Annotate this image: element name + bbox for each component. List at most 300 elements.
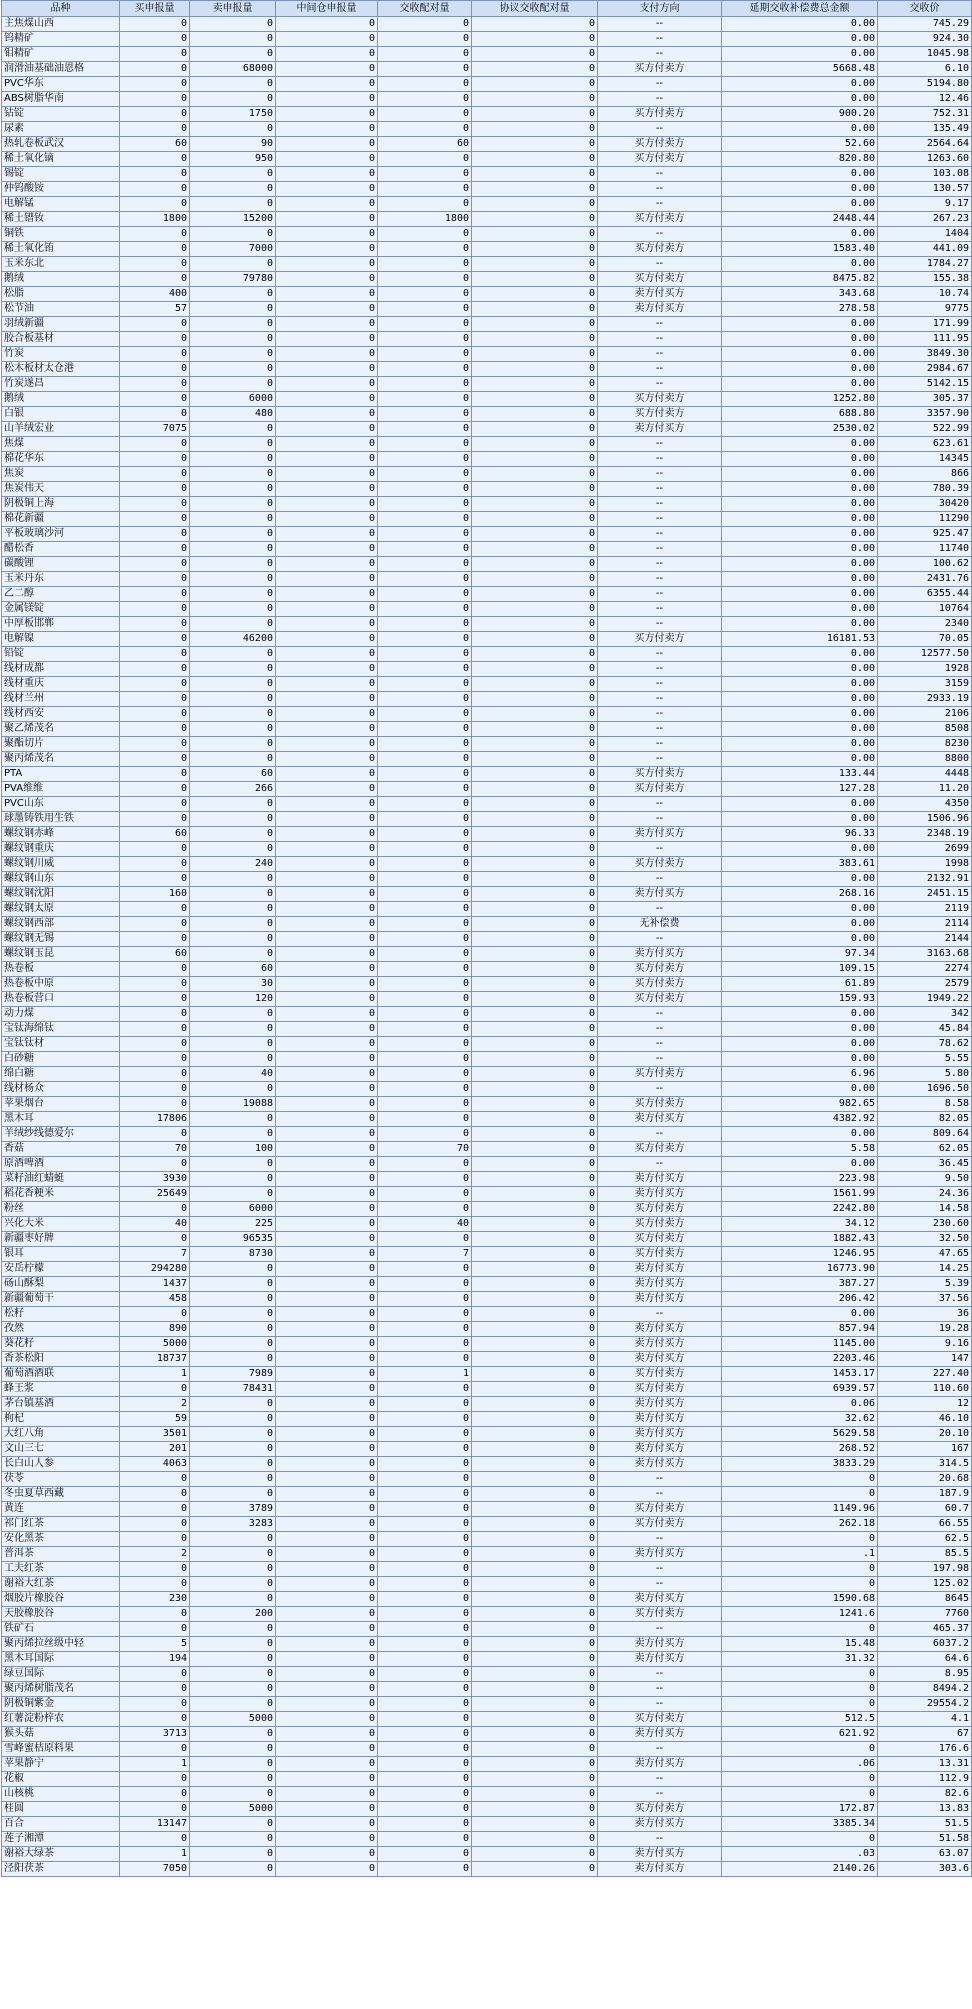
cell-variety: 螺纹钢川威 [2, 857, 120, 872]
cell-delivery-price: 64.6 [878, 1652, 972, 1667]
cell-variety: 螺纹钢太原 [2, 902, 120, 917]
cell-sell-qty: 60 [190, 767, 276, 782]
cell-variety: 花椒 [2, 1772, 120, 1787]
cell-delivery-price: 11290 [878, 512, 972, 527]
cell-variety: 谢裕大绿茶 [2, 1847, 120, 1862]
cell-mid-qty: 0 [276, 62, 378, 77]
header-buy-qty: 买申报量 [120, 1, 190, 17]
cell-buy-qty: 0 [120, 1667, 190, 1682]
cell-compensation: 0.00 [722, 1022, 878, 1037]
cell-variety: 普洱茶 [2, 1547, 120, 1562]
cell-buy-qty: 0 [120, 1067, 190, 1082]
cell-compensation: 1590.68 [722, 1592, 878, 1607]
cell-sell-qty: 950 [190, 152, 276, 167]
cell-delivery-price: 8230 [878, 737, 972, 752]
cell-buy-qty: 0 [120, 1697, 190, 1712]
table-body [2, 17, 972, 1877]
cell-compensation: 0.00 [722, 92, 878, 107]
cell-sell-qty: 100 [190, 1142, 276, 1157]
cell-sell-qty: 0 [190, 437, 276, 452]
cell-matched-qty: 0 [378, 812, 472, 827]
cell-matched-qty: 0 [378, 1577, 472, 1592]
cell-compensation: 32.62 [722, 1412, 878, 1427]
cell-buy-qty: 0 [120, 527, 190, 542]
cell-compensation: 0.00 [722, 182, 878, 197]
cell-matched-qty: 0 [378, 1262, 472, 1277]
cell-variety: 长白山人参 [2, 1457, 120, 1472]
cell-compensation: 0 [722, 1472, 878, 1487]
cell-buy-qty: 0 [120, 932, 190, 947]
table-row [2, 1022, 972, 1037]
cell-matched-qty: 70 [378, 1142, 472, 1157]
cell-pay-direction: -- [598, 1052, 722, 1067]
cell-mid-qty: 0 [276, 347, 378, 362]
cell-mid-qty: 0 [276, 287, 378, 302]
cell-agreement-qty: 0 [472, 977, 598, 992]
cell-compensation: 0.00 [722, 512, 878, 527]
cell-matched-qty: 0 [378, 1127, 472, 1142]
cell-pay-direction: -- [598, 722, 722, 737]
cell-pay-direction: 卖方付买方 [598, 1757, 722, 1772]
cell-matched-qty: 0 [378, 1742, 472, 1757]
cell-variety: 铁矿石 [2, 1622, 120, 1637]
cell-sell-qty: 90 [190, 137, 276, 152]
cell-pay-direction: 卖方付买方 [598, 1862, 722, 1877]
cell-mid-qty: 0 [276, 1172, 378, 1187]
cell-mid-qty: 0 [276, 527, 378, 542]
table-row [2, 1397, 972, 1412]
cell-mid-qty: 0 [276, 182, 378, 197]
cell-delivery-price: 46.10 [878, 1412, 972, 1427]
cell-variety: 安岳柠檬 [2, 1262, 120, 1277]
cell-sell-qty: 0 [190, 1832, 276, 1847]
cell-variety: PVC华东 [2, 77, 120, 92]
cell-compensation: 0 [722, 1667, 878, 1682]
table-row [2, 677, 972, 692]
cell-mid-qty: 0 [276, 782, 378, 797]
cell-delivery-price: 3849.30 [878, 347, 972, 362]
cell-compensation: 0.00 [722, 32, 878, 47]
cell-pay-direction: 卖方付买方 [598, 1442, 722, 1457]
cell-agreement-qty: 0 [472, 1457, 598, 1472]
cell-sell-qty: 0 [190, 797, 276, 812]
cell-matched-qty: 0 [378, 737, 472, 752]
table-row [2, 797, 972, 812]
cell-delivery-price: 47.65 [878, 1247, 972, 1262]
cell-delivery-price: 1998 [878, 857, 972, 872]
cell-matched-qty: 0 [378, 1277, 472, 1292]
cell-buy-qty: 294280 [120, 1262, 190, 1277]
cell-buy-qty: 0 [120, 77, 190, 92]
table-row [2, 1427, 972, 1442]
cell-mid-qty: 0 [276, 497, 378, 512]
cell-mid-qty: 0 [276, 1622, 378, 1637]
cell-buy-qty: 0 [120, 32, 190, 47]
cell-agreement-qty: 0 [472, 1067, 598, 1082]
cell-variety: 钴锭 [2, 107, 120, 122]
cell-matched-qty: 0 [378, 272, 472, 287]
cell-pay-direction: -- [598, 602, 722, 617]
cell-agreement-qty: 0 [472, 647, 598, 662]
cell-buy-qty: 0 [120, 557, 190, 572]
cell-agreement-qty: 0 [472, 1262, 598, 1277]
cell-agreement-qty: 0 [472, 917, 598, 932]
cell-sell-qty: 0 [190, 1652, 276, 1667]
cell-mid-qty: 0 [276, 752, 378, 767]
cell-agreement-qty: 0 [472, 377, 598, 392]
cell-sell-qty: 266 [190, 782, 276, 797]
cell-buy-qty: 458 [120, 1292, 190, 1307]
cell-variety: 线材杨众 [2, 1082, 120, 1097]
cell-mid-qty: 0 [276, 1667, 378, 1682]
cell-variety: 仲钨酸铵 [2, 182, 120, 197]
cell-pay-direction: -- [598, 737, 722, 752]
cell-mid-qty: 0 [276, 1157, 378, 1172]
cell-sell-qty: 0 [190, 722, 276, 737]
table-header-row [2, 1, 972, 17]
cell-variety: 绿豆国际 [2, 1667, 120, 1682]
cell-compensation: 0.00 [722, 692, 878, 707]
cell-mid-qty: 0 [276, 1232, 378, 1247]
cell-agreement-qty: 0 [472, 1292, 598, 1307]
cell-matched-qty: 0 [378, 452, 472, 467]
cell-matched-qty: 0 [378, 1517, 472, 1532]
cell-matched-qty: 0 [378, 1502, 472, 1517]
cell-agreement-qty: 0 [472, 827, 598, 842]
cell-buy-qty: 3501 [120, 1427, 190, 1442]
cell-sell-qty: 15200 [190, 212, 276, 227]
cell-pay-direction: 卖方付买方 [598, 1322, 722, 1337]
cell-agreement-qty: 0 [472, 1022, 598, 1037]
cell-variety: PVC山东 [2, 797, 120, 812]
cell-agreement-qty: 0 [472, 227, 598, 242]
cell-buy-qty: 0 [120, 317, 190, 332]
cell-mid-qty: 0 [276, 1532, 378, 1547]
cell-buy-qty: 0 [120, 722, 190, 737]
cell-buy-qty: 0 [120, 617, 190, 632]
table-row [2, 1667, 972, 1682]
cell-agreement-qty: 0 [472, 932, 598, 947]
cell-mid-qty: 0 [276, 977, 378, 992]
cell-delivery-price: 51.58 [878, 1832, 972, 1847]
cell-buy-qty: 0 [120, 572, 190, 587]
cell-delivery-price: 522.99 [878, 422, 972, 437]
cell-compensation: 0.00 [722, 347, 878, 362]
cell-sell-qty: 225 [190, 1217, 276, 1232]
table-row [2, 1352, 972, 1367]
cell-agreement-qty: 0 [472, 1592, 598, 1607]
cell-mid-qty: 0 [276, 107, 378, 122]
cell-sell-qty: 0 [190, 1577, 276, 1592]
cell-matched-qty: 0 [378, 1337, 472, 1352]
cell-compensation: 0.00 [722, 932, 878, 947]
cell-pay-direction: 买方付卖方 [598, 962, 722, 977]
cell-delivery-price: 187.9 [878, 1487, 972, 1502]
cell-compensation: 0.00 [722, 437, 878, 452]
cell-variety: 苹果静宁 [2, 1757, 120, 1772]
cell-sell-qty: 0 [190, 182, 276, 197]
table-row [2, 32, 972, 47]
cell-buy-qty: 0 [120, 1502, 190, 1517]
cell-buy-qty: 0 [120, 1127, 190, 1142]
cell-delivery-price: 36 [878, 1307, 972, 1322]
cell-compensation: 2203.46 [722, 1352, 878, 1367]
cell-matched-qty: 0 [378, 962, 472, 977]
cell-agreement-qty: 0 [472, 1037, 598, 1052]
cell-sell-qty: 0 [190, 122, 276, 137]
cell-compensation: 16181.53 [722, 632, 878, 647]
cell-matched-qty: 0 [378, 602, 472, 617]
cell-compensation: 133.44 [722, 767, 878, 782]
cell-sell-qty: 0 [190, 47, 276, 62]
cell-buy-qty: 7050 [120, 1862, 190, 1877]
cell-compensation: 0.00 [722, 332, 878, 347]
cell-buy-qty: 0 [120, 1802, 190, 1817]
cell-buy-qty: 0 [120, 1562, 190, 1577]
cell-pay-direction: -- [598, 317, 722, 332]
cell-delivery-price: 3159 [878, 677, 972, 692]
cell-buy-qty: 1800 [120, 212, 190, 227]
cell-matched-qty: 0 [378, 1727, 472, 1742]
cell-variety: 中厚板邯郸 [2, 617, 120, 632]
cell-matched-qty: 1800 [378, 212, 472, 227]
cell-matched-qty: 0 [378, 512, 472, 527]
cell-compensation: 1246.95 [722, 1247, 878, 1262]
cell-compensation: 0.00 [722, 842, 878, 857]
cell-delivery-price: 2451.15 [878, 887, 972, 902]
cell-delivery-price: 1045.98 [878, 47, 972, 62]
table-row [2, 287, 972, 302]
cell-compensation: 34.12 [722, 1217, 878, 1232]
table-row [2, 1217, 972, 1232]
cell-sell-qty: 0 [190, 1847, 276, 1862]
cell-agreement-qty: 0 [472, 1217, 598, 1232]
cell-agreement-qty: 0 [472, 1397, 598, 1412]
cell-buy-qty: 0 [120, 1712, 190, 1727]
cell-agreement-qty: 0 [472, 1817, 598, 1832]
table-row [2, 902, 972, 917]
cell-variety: 冬虫夏草西藏 [2, 1487, 120, 1502]
cell-buy-qty: 1 [120, 1757, 190, 1772]
cell-agreement-qty: 0 [472, 1517, 598, 1532]
cell-mid-qty: 0 [276, 1757, 378, 1772]
cell-matched-qty: 0 [378, 467, 472, 482]
cell-agreement-qty: 0 [472, 1442, 598, 1457]
cell-compensation: 5668.48 [722, 62, 878, 77]
cell-delivery-price: 2564.64 [878, 137, 972, 152]
cell-mid-qty: 0 [276, 1022, 378, 1037]
cell-variety: 线材重庆 [2, 677, 120, 692]
cell-pay-direction: 买方付卖方 [598, 977, 722, 992]
table-row [2, 1142, 972, 1157]
table-row [2, 1592, 972, 1607]
cell-delivery-price: 110.60 [878, 1382, 972, 1397]
cell-compensation: 0 [722, 1562, 878, 1577]
cell-sell-qty: 30 [190, 977, 276, 992]
cell-matched-qty: 0 [378, 92, 472, 107]
cell-pay-direction: -- [598, 32, 722, 47]
header-delivery-price: 交收价 [878, 1, 972, 17]
cell-agreement-qty: 0 [472, 437, 598, 452]
cell-variety: PTA [2, 767, 120, 782]
table-row [2, 1772, 972, 1787]
cell-delivery-price: 752.31 [878, 107, 972, 122]
cell-compensation: 0.00 [722, 617, 878, 632]
cell-agreement-qty: 0 [472, 1757, 598, 1772]
cell-mid-qty: 0 [276, 887, 378, 902]
cell-variety: 莲子湘潭 [2, 1832, 120, 1847]
cell-pay-direction: -- [598, 647, 722, 662]
cell-pay-direction: -- [598, 1082, 722, 1097]
cell-matched-qty: 0 [378, 767, 472, 782]
cell-sell-qty: 0 [190, 482, 276, 497]
cell-matched-qty: 0 [378, 827, 472, 842]
cell-buy-qty: 0 [120, 1082, 190, 1097]
cell-matched-qty: 0 [378, 497, 472, 512]
cell-buy-qty: 1 [120, 1847, 190, 1862]
cell-variety: 黑木耳国际 [2, 1652, 120, 1667]
cell-agreement-qty: 0 [472, 272, 598, 287]
cell-delivery-price: 29554.2 [878, 1697, 972, 1712]
cell-agreement-qty: 0 [472, 512, 598, 527]
cell-matched-qty: 0 [378, 287, 472, 302]
cell-compensation: 278.58 [722, 302, 878, 317]
table-row [2, 1517, 972, 1532]
cell-delivery-price: 10.74 [878, 287, 972, 302]
cell-variety: 竹炭遂昌 [2, 377, 120, 392]
cell-compensation: 0.00 [722, 167, 878, 182]
cell-agreement-qty: 0 [472, 497, 598, 512]
cell-buy-qty: 0 [120, 1517, 190, 1532]
table-row [2, 962, 972, 977]
cell-compensation: 3385.34 [722, 1817, 878, 1832]
cell-variety: 白银 [2, 407, 120, 422]
cell-compensation: 0.00 [722, 797, 878, 812]
table-row [2, 662, 972, 677]
cell-sell-qty: 0 [190, 1307, 276, 1322]
cell-pay-direction: -- [598, 437, 722, 452]
cell-compensation: 0.00 [722, 362, 878, 377]
cell-pay-direction: 卖方付买方 [598, 422, 722, 437]
cell-agreement-qty: 0 [472, 332, 598, 347]
cell-delivery-price: 70.05 [878, 632, 972, 647]
cell-mid-qty: 0 [276, 572, 378, 587]
cell-compensation: 387.27 [722, 1277, 878, 1292]
cell-mid-qty: 0 [276, 452, 378, 467]
cell-buy-qty: 0 [120, 797, 190, 812]
cell-compensation: 1145.00 [722, 1337, 878, 1352]
cell-mid-qty: 0 [276, 647, 378, 662]
cell-matched-qty: 0 [378, 1712, 472, 1727]
cell-pay-direction: -- [598, 1577, 722, 1592]
cell-compensation: 0 [722, 1622, 878, 1637]
table-row [2, 602, 972, 617]
cell-pay-direction: 买方付卖方 [598, 1097, 722, 1112]
cell-buy-qty: 0 [120, 647, 190, 662]
cell-delivery-price: 9775 [878, 302, 972, 317]
cell-buy-qty: 0 [120, 227, 190, 242]
cell-matched-qty: 0 [378, 1757, 472, 1772]
cell-compensation: 31.32 [722, 1652, 878, 1667]
cell-pay-direction: -- [598, 122, 722, 137]
table-row [2, 1292, 972, 1307]
cell-compensation: 127.28 [722, 782, 878, 797]
cell-matched-qty: 0 [378, 107, 472, 122]
cell-buy-qty: 230 [120, 1592, 190, 1607]
cell-compensation: 52.60 [722, 137, 878, 152]
cell-compensation: 0.00 [722, 257, 878, 272]
cell-delivery-price: 5194.80 [878, 77, 972, 92]
cell-buy-qty: 0 [120, 812, 190, 827]
cell-matched-qty: 0 [378, 842, 472, 857]
cell-buy-qty: 0 [120, 122, 190, 137]
cell-variety: 线材西安 [2, 707, 120, 722]
cell-delivery-price: 155.38 [878, 272, 972, 287]
cell-mid-qty: 0 [276, 1052, 378, 1067]
cell-delivery-price: 1928 [878, 662, 972, 677]
cell-matched-qty: 0 [378, 587, 472, 602]
cell-matched-qty: 0 [378, 1562, 472, 1577]
cell-buy-qty: 0 [120, 347, 190, 362]
cell-variety: 新疆葡萄干 [2, 1292, 120, 1307]
cell-compensation: 0.00 [722, 917, 878, 932]
cell-pay-direction: -- [598, 542, 722, 557]
cell-compensation: 0.00 [722, 317, 878, 332]
cell-mid-qty: 0 [276, 407, 378, 422]
cell-delivery-price: 3163.68 [878, 947, 972, 962]
cell-delivery-price: 9.16 [878, 1337, 972, 1352]
cell-matched-qty: 0 [378, 1397, 472, 1412]
table-row [2, 1502, 972, 1517]
cell-variety: 热卷板中原 [2, 977, 120, 992]
cell-buy-qty: 0 [120, 1232, 190, 1247]
cell-delivery-price: 623.61 [878, 437, 972, 452]
cell-compensation: 6.96 [722, 1067, 878, 1082]
cell-compensation: 0.00 [722, 707, 878, 722]
cell-delivery-price: 8.95 [878, 1667, 972, 1682]
cell-mid-qty: 0 [276, 1097, 378, 1112]
cell-agreement-qty: 0 [472, 1007, 598, 1022]
cell-mid-qty: 0 [276, 677, 378, 692]
cell-variety: 螺纹钢沈阳 [2, 887, 120, 902]
cell-pay-direction: -- [598, 812, 722, 827]
cell-buy-qty: 1437 [120, 1277, 190, 1292]
cell-sell-qty: 0 [190, 1037, 276, 1052]
table-row [2, 392, 972, 407]
cell-mid-qty: 0 [276, 1817, 378, 1832]
cell-matched-qty: 0 [378, 752, 472, 767]
cell-variety: 螺纹钢西部 [2, 917, 120, 932]
table-row [2, 1337, 972, 1352]
cell-agreement-qty: 0 [472, 842, 598, 857]
cell-delivery-price: 62.5 [878, 1532, 972, 1547]
cell-mid-qty: 0 [276, 932, 378, 947]
cell-compensation: 0 [722, 1742, 878, 1757]
cell-mid-qty: 0 [276, 1187, 378, 1202]
table-row [2, 1262, 972, 1277]
cell-delivery-price: 147 [878, 1352, 972, 1367]
cell-sell-qty: 0 [190, 17, 276, 32]
table-row [2, 377, 972, 392]
cell-matched-qty: 0 [378, 527, 472, 542]
cell-matched-qty: 0 [378, 917, 472, 932]
cell-sell-qty: 0 [190, 1397, 276, 1412]
cell-delivery-price: 1404 [878, 227, 972, 242]
cell-delivery-price: 9.17 [878, 197, 972, 212]
cell-delivery-price: 2348.19 [878, 827, 972, 842]
table-row [2, 932, 972, 947]
cell-mid-qty: 0 [276, 1637, 378, 1652]
